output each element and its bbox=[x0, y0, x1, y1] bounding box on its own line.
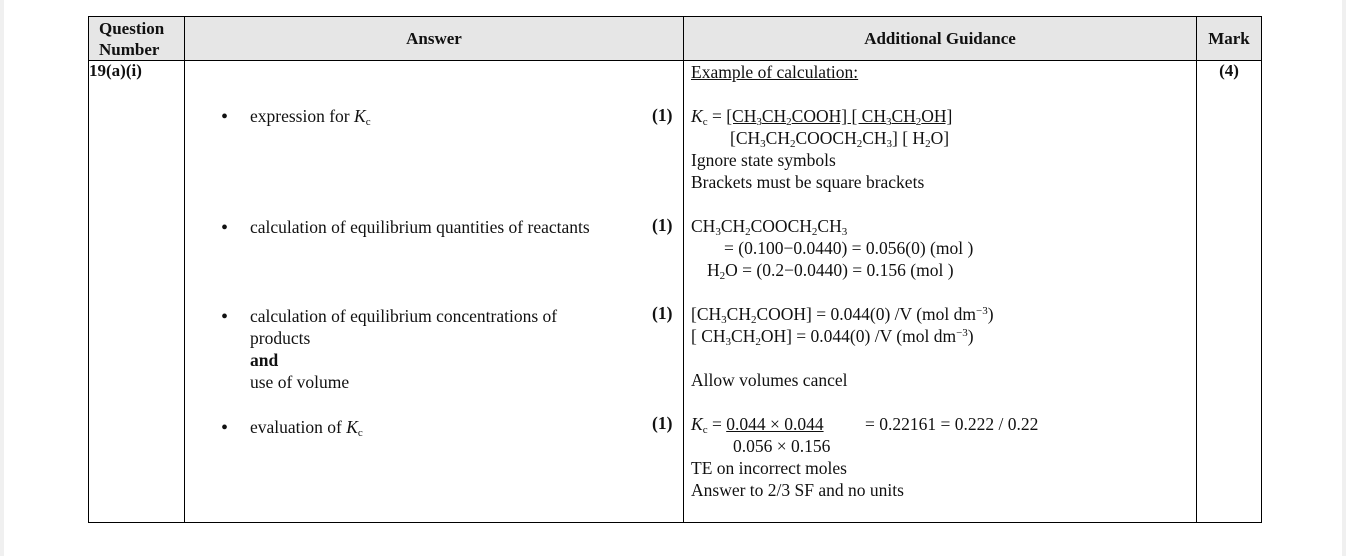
kc-numerator-value: 0.044 × 0.044 bbox=[726, 414, 824, 434]
close-paren: ) bbox=[967, 326, 974, 346]
acid-conc-value: ] = 0.044(0) /V (mol dm bbox=[806, 304, 976, 324]
header-question-label: Question bbox=[99, 18, 165, 38]
kc-evaluation-numerator bbox=[691, 413, 824, 435]
k-symbol: K bbox=[346, 417, 358, 437]
answer-row bbox=[89, 61, 1262, 523]
te-note: TE on incorrect moles bbox=[691, 458, 847, 478]
close-paren: ) bbox=[987, 304, 994, 324]
point-text: evaluation of bbox=[250, 417, 347, 437]
bullet-icon: • bbox=[221, 417, 229, 439]
header-row bbox=[89, 17, 1262, 61]
kc-numerator-formula: $[CH_3CH_2COOH]$ [ $CH_3CH_2OH$] bbox=[726, 106, 953, 128]
header-answer: Answer bbox=[185, 17, 684, 61]
exponent: −3 bbox=[976, 305, 988, 317]
k-symbol: K bbox=[691, 414, 703, 434]
point-product-line2: products bbox=[250, 328, 311, 348]
kc-expression-denominator: $[CH_3CH_2COOCH_2CH_3]$ [ $H_2O$] bbox=[730, 128, 950, 150]
exponent: −3 bbox=[956, 327, 968, 339]
k-subscript: c bbox=[702, 424, 708, 436]
k-symbol: K bbox=[354, 106, 366, 126]
water-quantity-value: O = (0.2−0.0440) = 0.156 (mol ) bbox=[725, 260, 954, 280]
header-mark: Mark bbox=[1197, 17, 1262, 61]
k-subscript: c bbox=[357, 427, 363, 439]
square-brackets-note: Brackets must be square brackets bbox=[691, 172, 925, 192]
header-guidance: Additional Guidance bbox=[684, 17, 1197, 61]
kc-result: = 0.22161 = 0.222 / 0.22 bbox=[865, 414, 1039, 434]
bullet-icon: • bbox=[221, 106, 229, 128]
example-heading: Example of calculation: bbox=[691, 62, 859, 82]
k-symbol: K bbox=[691, 106, 703, 126]
ethanol-concentration: [ $CH_3CH_2OH] = 0.044(0)$ /V (mol $dm^{-3}$) bbox=[691, 326, 974, 348]
k-subscript: c bbox=[702, 116, 708, 128]
equals-sign: = bbox=[711, 414, 722, 434]
sf-note: Answer to 2/3 SF and no units bbox=[691, 480, 904, 500]
k-subscript: c bbox=[365, 116, 371, 128]
mark-scheme-table bbox=[88, 16, 1262, 523]
point-product-concentrations: calculation of equilibrium concentrations of bbox=[250, 306, 558, 326]
point-mark: (1) bbox=[652, 215, 673, 235]
answer-cell bbox=[185, 61, 684, 523]
kc-expression-numerator bbox=[691, 105, 952, 127]
bullet-icon: • bbox=[221, 217, 229, 239]
point-mark: (1) bbox=[652, 413, 673, 433]
point-and: and bbox=[250, 350, 279, 370]
point-evaluation-kc bbox=[250, 416, 363, 438]
acid-concentration: $[CH_3CH_2COOH] = 0.044(0)$ /V (mol $dm^{-3}$) bbox=[691, 304, 994, 326]
ester-formula: $CH_3CH_2COOCH_2CH_3$ bbox=[691, 216, 848, 238]
point-use-of-volume: use of volume bbox=[250, 372, 350, 392]
ignore-state-symbols: Ignore state symbols bbox=[691, 150, 836, 170]
water-quantity: $H_2O = (0.2-0.0440) = 0.156$ (mol ) bbox=[707, 260, 954, 282]
point-expression-kc bbox=[250, 105, 371, 127]
point-mark: (1) bbox=[652, 105, 673, 125]
mark-scheme-page bbox=[4, 0, 1342, 556]
header-number-label: Number bbox=[99, 39, 160, 59]
point-reactant-quantities: calculation of equilibrium quantities of reactants bbox=[250, 217, 590, 237]
bullet-icon: • bbox=[221, 306, 229, 328]
header-question-number bbox=[89, 17, 185, 61]
ethanol-conc-value: ] = 0.044(0) /V (mol dm bbox=[786, 326, 957, 346]
question-number: 19(a)(i) bbox=[89, 61, 185, 523]
total-mark: (4) bbox=[1197, 61, 1262, 523]
point-text: expression for bbox=[250, 106, 355, 126]
allow-volumes-cancel: Allow volumes cancel bbox=[691, 370, 848, 390]
equals-sign: = bbox=[711, 106, 722, 126]
ester-quantity: = (0.100−0.0440) = 0.056(0) (mol ) bbox=[724, 238, 974, 258]
kc-evaluation-denominator: 0.056 × 0.156 bbox=[733, 436, 831, 456]
guidance-cell bbox=[684, 61, 1197, 523]
point-mark: (1) bbox=[652, 303, 673, 323]
